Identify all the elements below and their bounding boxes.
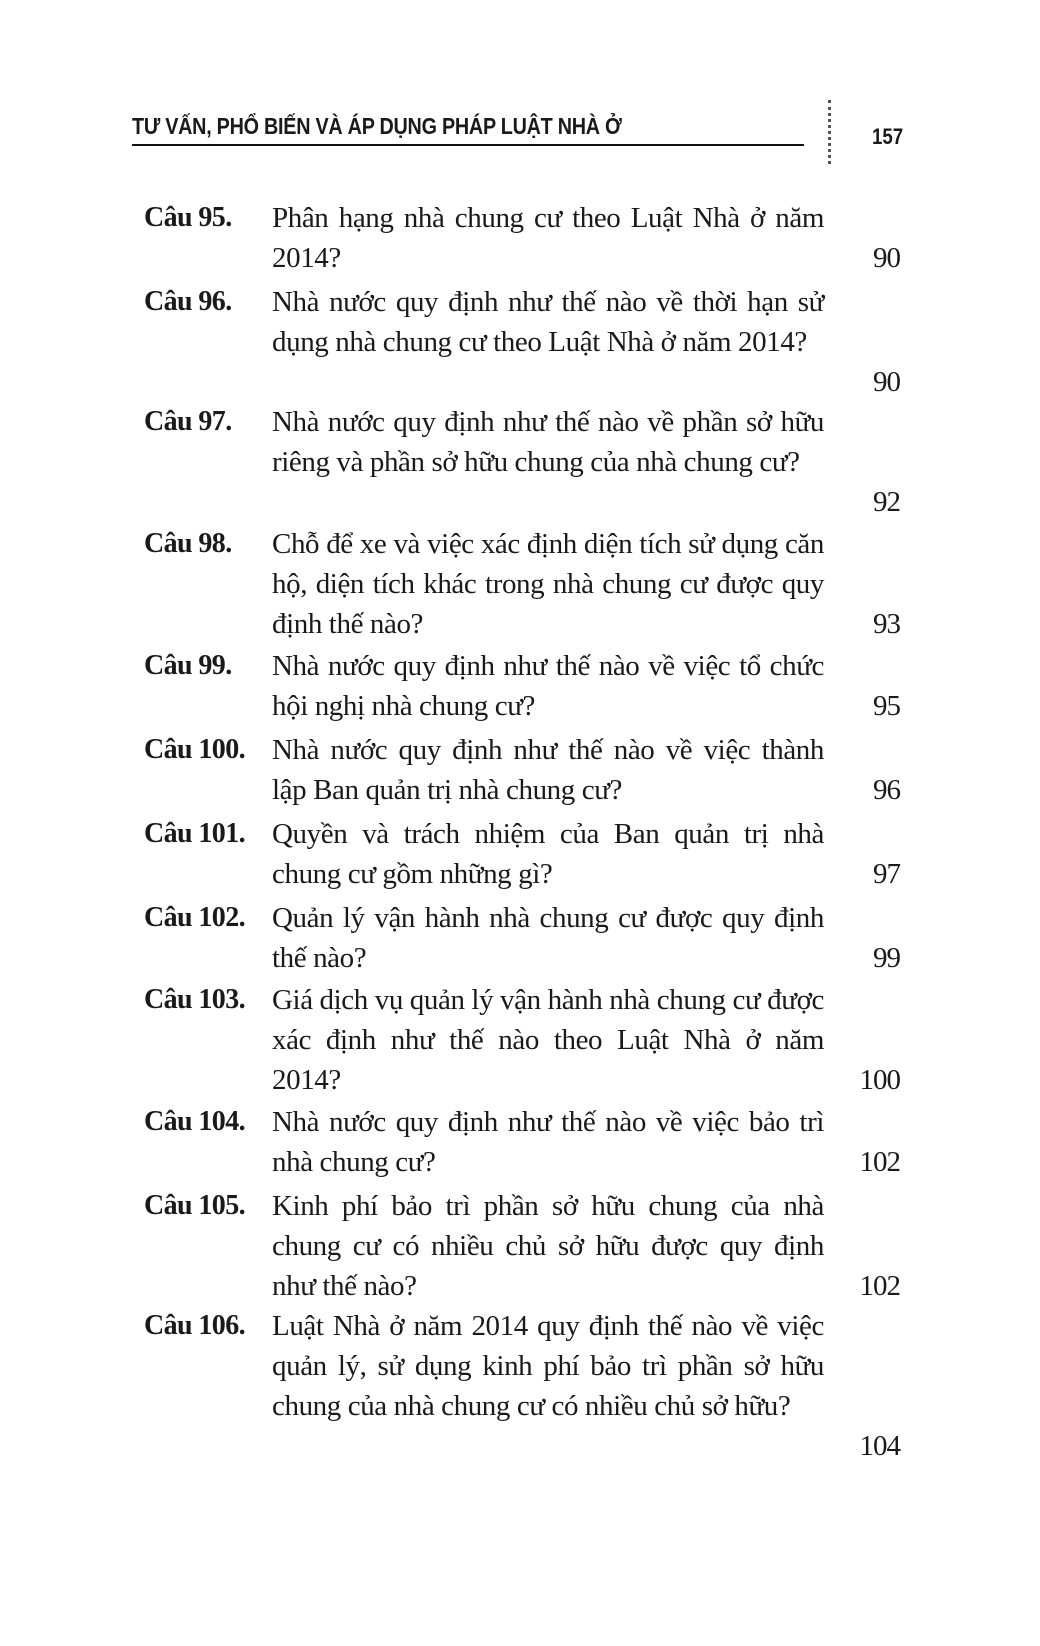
entry-label: Câu 98. xyxy=(144,528,232,559)
entry-text: Nhà nước quy định như thế nào về việc tổ chức hội nghị nhà chung cư? xyxy=(272,650,824,722)
entry-page-number: 96 xyxy=(873,774,900,806)
toc-entry xyxy=(0,730,1040,810)
toc-entry xyxy=(0,1102,1040,1182)
entry-page-number: 102 xyxy=(859,1270,900,1302)
toc-entry xyxy=(0,198,1040,278)
entry-text: Luật Nhà ở năm 2014 quy định thế nào về việc quản lý, sử dụng kinh phí bảo trì phần sở hữu chung của nhà chung cư có nhiều chủ sở hữu? xyxy=(272,1310,824,1422)
entry-page-number: 97 xyxy=(873,858,900,890)
entry-page-number: 95 xyxy=(873,690,900,722)
entry-text: Nhà nước quy định như thế nào về việc thành lập Ban quản trị nhà chung cư? xyxy=(272,734,824,806)
entry-text: Phân hạng nhà chung cư theo Luật Nhà ở năm 2014? xyxy=(272,202,824,274)
entry-text: Nhà nước quy định như thế nào về việc bảo trì nhà chung cư? xyxy=(272,1106,824,1178)
toc-entry xyxy=(0,402,1040,522)
page-number: 157 xyxy=(872,124,904,149)
entry-label: Câu 102. xyxy=(144,902,245,933)
entry-label: Câu 100. xyxy=(144,734,245,765)
toc-entry xyxy=(0,1186,1040,1306)
toc-entry xyxy=(0,524,1040,644)
entry-label: Câu 99. xyxy=(144,650,232,681)
entry-page-number: 93 xyxy=(873,608,900,640)
entry-page-number: 104 xyxy=(859,1430,900,1462)
toc-entry xyxy=(0,898,1040,978)
toc-entry xyxy=(0,980,1040,1100)
entry-text: Chỗ để xe và việc xác định diện tích sử dụng căn hộ, diện tích khác trong nhà chung cư được quy định thế nào? xyxy=(272,528,824,640)
entry-label: Câu 103. xyxy=(144,984,245,1015)
entry-label: Câu 106. xyxy=(144,1310,245,1341)
entry-page-number: 99 xyxy=(873,942,900,974)
entry-text: Quản lý vận hành nhà chung cư được quy định thế nào? xyxy=(272,902,824,974)
entry-page-number: 90 xyxy=(873,242,900,274)
entry-label: Câu 101. xyxy=(144,818,245,849)
toc-entry xyxy=(0,282,1040,402)
entry-page-number: 92 xyxy=(873,486,900,518)
toc-entry xyxy=(0,814,1040,894)
toc-entry xyxy=(0,646,1040,726)
entry-label: Câu 104. xyxy=(144,1106,245,1137)
entry-page-number: 90 xyxy=(873,366,900,398)
entry-page-number: 100 xyxy=(859,1064,900,1096)
toc-entry xyxy=(0,1306,1040,1466)
entry-label: Câu 97. xyxy=(144,406,232,437)
entry-text: Nhà nước quy định như thế nào về phần sở hữu riêng và phần sở hữu chung của nhà chung cư? xyxy=(272,406,824,478)
header-title: TƯ VẤN, PHỔ BIẾN VÀ ÁP DỤNG PHÁP LUẬT NHÀ Ở xyxy=(132,113,622,139)
entry-text: Nhà nước quy định như thế nào về thời hạn sử dụng nhà chung cư theo Luật Nhà ở năm 2014? xyxy=(272,286,824,358)
entry-label: Câu 96. xyxy=(144,286,232,317)
entry-text: Kinh phí bảo trì phần sở hữu chung của nhà chung cư có nhiều chủ sở hữu được quy định như thế nào? xyxy=(272,1190,824,1302)
entry-label: Câu 95. xyxy=(144,202,232,233)
entry-page-number: 102 xyxy=(859,1146,900,1178)
entry-text: Giá dịch vụ quản lý vận hành nhà chung cư được xác định như thế nào theo Luật Nhà ở năm 2014? xyxy=(272,984,824,1096)
entry-label: Câu 105. xyxy=(144,1190,245,1221)
entry-text: Quyền và trách nhiệm của Ban quản trị nhà chung cư gồm những gì? xyxy=(272,818,824,890)
